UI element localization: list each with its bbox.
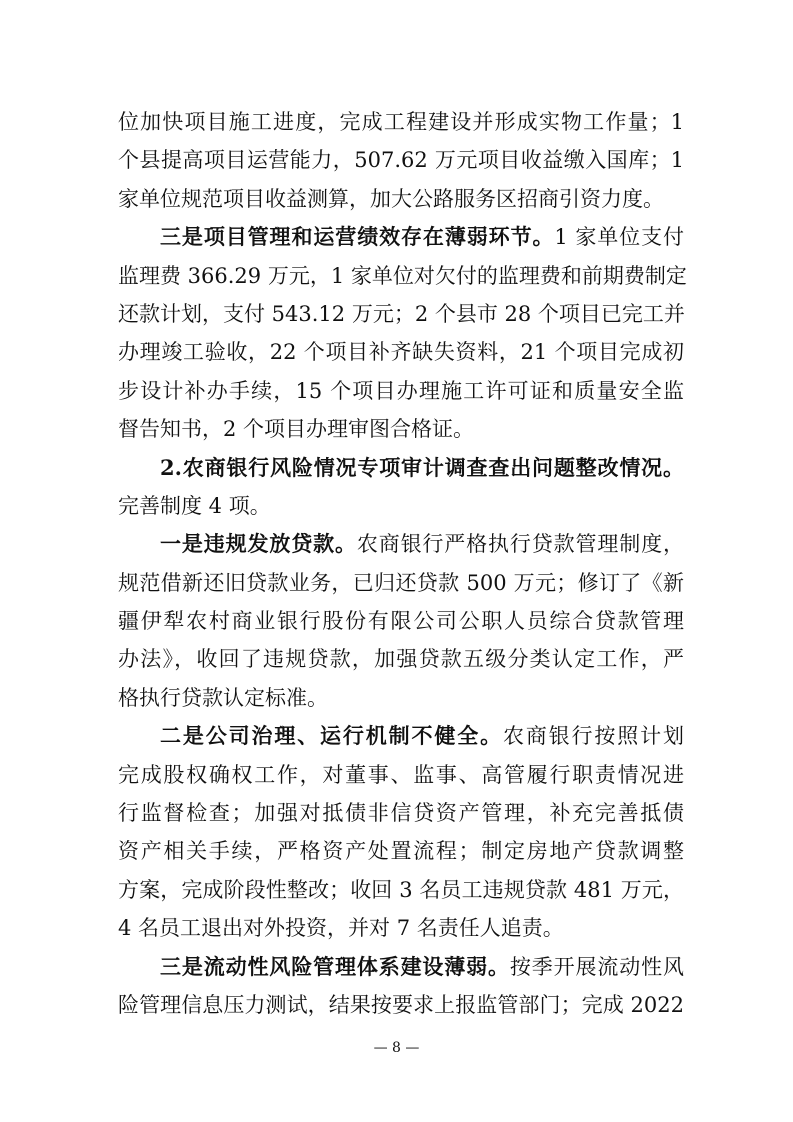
paragraph-heading-line: 一是违规发放贷款。农商银行严格执行贷款管理制度， [160, 531, 685, 557]
section-heading-line [118, 449, 684, 487]
text-line: 行监督检查；加强对抵债非信贷资产管理，补充完善抵债 [118, 801, 684, 826]
text-line: 规范借新还旧贷款业务，已归还贷款 500 万元；修订了《新 [118, 570, 684, 595]
text-line: 监理费 366.29 万元，1 家单位对欠付的监理费和前期费制定 [118, 263, 687, 288]
text-line: 办法》，收回了违规贷款，加强贷款五级分类认定工作，严 [118, 647, 684, 672]
text-line: 位加快项目施工进度，完成工程建设并形成实物工作量；1 [118, 110, 684, 134]
text-line: 险管理信息压力测试，结果按要求上报监管部门；完成 2022 [118, 992, 684, 1017]
bold-heading: 二是公司治理、运行机制不健全。 [160, 723, 503, 749]
section-heading: 2.农商银行风险情况专项审计调查查出问题整改情况。 [160, 454, 684, 480]
paragraph-heading-line: 三是项目管理和运营绩效存在薄弱环节。1 家单位支付 [160, 224, 684, 250]
document-body [118, 103, 687, 1024]
text-line: 督告知书，2 个项目办理审图合格证。 [118, 417, 475, 442]
text-line: 资产相关手续，严格资产处置流程；制定房地产贷款调整 [118, 839, 684, 864]
bold-heading: 三是流动性风险管理体系建设薄弱。 [160, 953, 510, 979]
text-line: 办理竣工验收，22 个项目补齐缺失资料，21 个项目完成初 [118, 340, 684, 365]
bold-heading: 三是项目管理和运营绩效存在薄弱环节。 [160, 224, 555, 250]
text-line: 4 名员工退出对外投资，并对 7 名责任人追责。 [118, 916, 564, 941]
text-line: 方案，完成阶段性整改；收回 3 名员工违规贷款 481 万元， [118, 877, 684, 902]
bold-heading: 一是违规发放贷款。 [160, 531, 357, 557]
text-line: 格执行贷款认定标准。 [118, 685, 328, 710]
text-line: 疆伊犁农村商业银行股份有限公司公职人员综合贷款管理 [118, 609, 684, 634]
text-line: 还款计划，支付 543.12 万元；2 个县市 28 个项目已完工并 [118, 301, 685, 326]
text-line: 完善制度 4 项。 [118, 493, 271, 518]
text-line: 完成股权确权工作，对董事、监事、高管履行职责情况进 [118, 762, 684, 787]
page-number: — 8 — [373, 1040, 420, 1056]
paragraph-heading-line: 二是公司治理、运行机制不健全。农商银行按照计划 [160, 723, 684, 749]
text-line: 家单位规范项目收益测算，加大公路服务区招商引资力度。 [118, 186, 664, 211]
paragraph-heading-line: 三是流动性风险管理体系建设薄弱。按季开展流动性风 [160, 953, 685, 979]
text-line: 步设计补办手续，15 个项目办理施工许可证和质量安全监 [118, 378, 684, 403]
text-line: 个县提高项目运营能力，507.62 万元项目收益缴入国库；1 [118, 148, 684, 173]
